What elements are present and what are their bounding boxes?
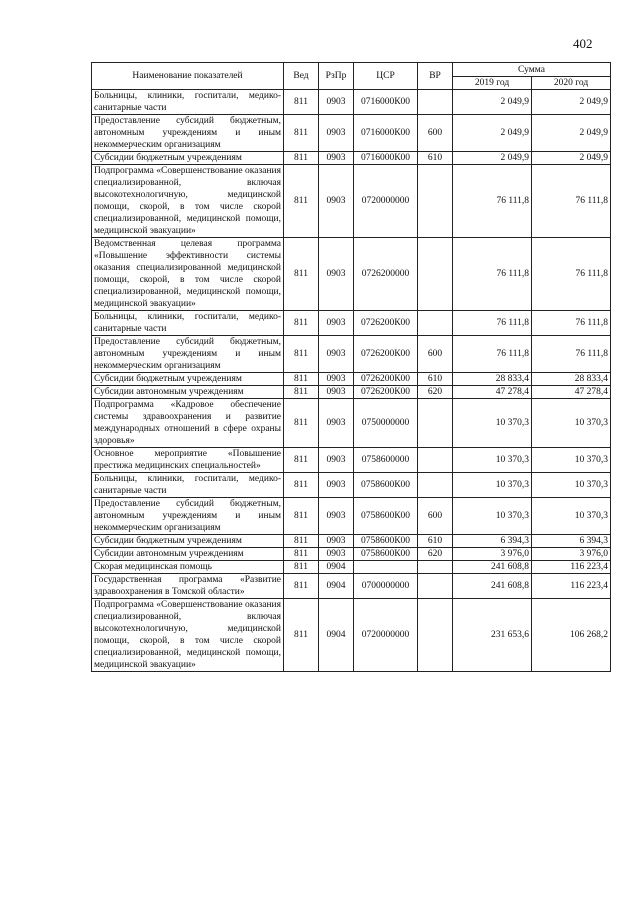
row-vr — [418, 574, 453, 599]
row-csr: 0750000000 — [354, 399, 418, 448]
row-rzpr: 0903 — [319, 311, 354, 336]
row-sum-2019: 241 608,8 — [453, 574, 532, 599]
row-name: Больницы, клиники, госпитали, медико-санитарные части — [92, 473, 284, 498]
row-sum-2020: 2 049,9 — [532, 152, 611, 165]
row-vr — [418, 90, 453, 115]
table-row — [92, 238, 611, 311]
row-vr — [418, 165, 453, 238]
row-sum-2020: 10 370,3 — [532, 448, 611, 473]
row-ved: 811 — [284, 399, 319, 448]
row-vr — [418, 311, 453, 336]
row-name: Подпрограмма «Совершенствование оказания специализированной, включая высокотехнологичную, медицинской помощи, скорой, в том числе скорой специализированной, медицинской помощи, медицинской эвакуации» — [92, 599, 284, 672]
row-name: Субсидии бюджетным учреждениям — [92, 535, 284, 548]
row-csr — [354, 561, 418, 574]
table-row — [92, 165, 611, 238]
table-row — [92, 373, 611, 386]
row-rzpr: 0903 — [319, 373, 354, 386]
row-rzpr: 0903 — [319, 238, 354, 311]
row-vr — [418, 473, 453, 498]
row-ved: 811 — [284, 90, 319, 115]
row-sum-2019: 10 370,3 — [453, 473, 532, 498]
table-row — [92, 336, 611, 373]
table-header — [92, 63, 611, 90]
row-csr: 0726200К00 — [354, 373, 418, 386]
row-vr: 620 — [418, 386, 453, 399]
row-name: Субсидии автономным учреждениям — [92, 548, 284, 561]
row-rzpr: 0903 — [319, 336, 354, 373]
row-rzpr: 0904 — [319, 574, 354, 599]
row-rzpr: 0903 — [319, 152, 354, 165]
row-sum-2020: 76 111,8 — [532, 238, 611, 311]
row-name: Субсидии автономным учреждениям — [92, 386, 284, 399]
budget-table — [91, 62, 611, 672]
row-sum-2020: 2 049,9 — [532, 90, 611, 115]
row-ved: 811 — [284, 599, 319, 672]
table-row — [92, 311, 611, 336]
row-ved: 811 — [284, 574, 319, 599]
row-name: Больницы, клиники, госпитали, медико-санитарные части — [92, 311, 284, 336]
header-ved: Вед — [284, 63, 319, 90]
table-row — [92, 599, 611, 672]
row-vr: 610 — [418, 152, 453, 165]
row-ved: 811 — [284, 448, 319, 473]
header-csr: ЦСР — [354, 63, 418, 90]
row-rzpr: 0903 — [319, 90, 354, 115]
table-row — [92, 548, 611, 561]
row-sum-2020: 116 223,4 — [532, 561, 611, 574]
row-csr: 0758600К00 — [354, 473, 418, 498]
row-ved: 811 — [284, 165, 319, 238]
row-sum-2019: 2 049,9 — [453, 115, 532, 152]
row-sum-2019: 241 608,8 — [453, 561, 532, 574]
table-row — [92, 498, 611, 535]
row-sum-2019: 10 370,3 — [453, 448, 532, 473]
row-sum-2019: 28 833,4 — [453, 373, 532, 386]
row-sum-2020: 76 111,8 — [532, 311, 611, 336]
row-rzpr: 0903 — [319, 386, 354, 399]
row-csr: 0720000000 — [354, 165, 418, 238]
row-vr — [418, 599, 453, 672]
table-row — [92, 399, 611, 448]
row-name: Предоставление субсидий бюджетным, автономным учреждениям и иным некоммерческим организациям — [92, 115, 284, 152]
row-vr — [418, 238, 453, 311]
row-csr: 0700000000 — [354, 574, 418, 599]
row-ved: 811 — [284, 115, 319, 152]
row-csr: 0726200000 — [354, 238, 418, 311]
row-rzpr: 0903 — [319, 115, 354, 152]
row-sum-2019: 76 111,8 — [453, 165, 532, 238]
row-rzpr: 0903 — [319, 473, 354, 498]
row-vr — [418, 448, 453, 473]
row-rzpr: 0903 — [319, 448, 354, 473]
row-csr: 0720000000 — [354, 599, 418, 672]
row-ved: 811 — [284, 336, 319, 373]
row-vr: 600 — [418, 498, 453, 535]
row-vr: 600 — [418, 336, 453, 373]
table-row — [92, 473, 611, 498]
row-sum-2020: 10 370,3 — [532, 473, 611, 498]
row-ved: 811 — [284, 373, 319, 386]
row-ved: 811 — [284, 386, 319, 399]
row-sum-2019: 76 111,8 — [453, 336, 532, 373]
row-csr: 0716000К00 — [354, 115, 418, 152]
row-sum-2019: 3 976,0 — [453, 548, 532, 561]
row-sum-2020: 3 976,0 — [532, 548, 611, 561]
row-name: Предоставление субсидий бюджетным, автономным учреждениям и иным некоммерческим организациям — [92, 498, 284, 535]
row-sum-2020: 10 370,3 — [532, 399, 611, 448]
row-sum-2019: 76 111,8 — [453, 238, 532, 311]
row-sum-2020: 76 111,8 — [532, 165, 611, 238]
row-sum-2020: 10 370,3 — [532, 498, 611, 535]
row-sum-2019: 6 394,3 — [453, 535, 532, 548]
row-name: Больницы, клиники, госпитали, медико-санитарные части — [92, 90, 284, 115]
row-sum-2020: 28 833,4 — [532, 373, 611, 386]
row-csr: 0758600К00 — [354, 548, 418, 561]
row-ved: 811 — [284, 535, 319, 548]
table-row — [92, 561, 611, 574]
header-name: Наименование показателей — [92, 63, 284, 90]
table-row — [92, 152, 611, 165]
table-row — [92, 574, 611, 599]
row-csr: 0758600000 — [354, 448, 418, 473]
row-sum-2020: 106 268,2 — [532, 599, 611, 672]
row-sum-2020: 47 278,4 — [532, 386, 611, 399]
row-sum-2019: 10 370,3 — [453, 399, 532, 448]
table-row — [92, 386, 611, 399]
row-ved: 811 — [284, 152, 319, 165]
row-sum-2020: 116 223,4 — [532, 574, 611, 599]
row-name: Подпрограмма «Совершенствование оказания специализированной, включая высокотехнологичную, медицинской помощи, скорой, в том числе скорой специализированной, медицинской помощи, медицинской эвакуации» — [92, 165, 284, 238]
row-csr: 0726200К00 — [354, 386, 418, 399]
row-name: Подпрограмма «Кадровое обеспечение системы здравоохранения и развитие международных отношений в сфере охраны здоровья» — [92, 399, 284, 448]
row-csr: 0758600К00 — [354, 498, 418, 535]
row-ved: 811 — [284, 473, 319, 498]
row-sum-2020: 76 111,8 — [532, 336, 611, 373]
row-ved: 811 — [284, 238, 319, 311]
row-rzpr: 0903 — [319, 399, 354, 448]
header-year-2020: 2020 год — [532, 77, 611, 90]
row-sum-2019: 10 370,3 — [453, 498, 532, 535]
table-row — [92, 535, 611, 548]
row-csr: 0758600К00 — [354, 535, 418, 548]
row-csr: 0716000К00 — [354, 152, 418, 165]
row-rzpr: 0903 — [319, 498, 354, 535]
row-vr — [418, 561, 453, 574]
row-name: Государственная программа «Развитие здравоохранения в Томской области» — [92, 574, 284, 599]
row-sum-2019: 231 653,6 — [453, 599, 532, 672]
page-number: 402 — [573, 36, 593, 51]
row-sum-2019: 2 049,9 — [453, 90, 532, 115]
row-name: Основное мероприятие «Повышение престижа медицинских специальностей» — [92, 448, 284, 473]
table-body — [92, 90, 611, 672]
row-ved: 811 — [284, 498, 319, 535]
row-name: Субсидии бюджетным учреждениям — [92, 152, 284, 165]
table-row — [92, 448, 611, 473]
table-row — [92, 90, 611, 115]
header-vr: ВР — [418, 63, 453, 90]
row-vr: 610 — [418, 535, 453, 548]
row-name: Субсидии бюджетным учреждениям — [92, 373, 284, 386]
row-vr: 620 — [418, 548, 453, 561]
row-sum-2020: 6 394,3 — [532, 535, 611, 548]
row-csr: 0716000К00 — [354, 90, 418, 115]
header-year-2019: 2019 год — [453, 77, 532, 90]
row-name: Скорая медицинская помощь — [92, 561, 284, 574]
row-sum-2019: 76 111,8 — [453, 311, 532, 336]
row-vr — [418, 399, 453, 448]
row-rzpr: 0903 — [319, 165, 354, 238]
row-ved: 811 — [284, 561, 319, 574]
row-csr: 0726200К00 — [354, 311, 418, 336]
row-sum-2019: 2 049,9 — [453, 152, 532, 165]
row-ved: 811 — [284, 548, 319, 561]
table-row — [92, 115, 611, 152]
row-ved: 811 — [284, 311, 319, 336]
row-csr: 0726200К00 — [354, 336, 418, 373]
row-name: Ведомственная целевая программа «Повышение эффективности системы оказания специализированной медицинской помощи, скорой, в том числе скорой специализированной, медицинской помощи, медицинской эвакуации» — [92, 238, 284, 311]
header-sum: Сумма — [453, 63, 611, 77]
row-rzpr: 0903 — [319, 548, 354, 561]
row-rzpr: 0904 — [319, 599, 354, 672]
row-name: Предоставление субсидий бюджетным, автономным учреждениям и иным некоммерческим организациям — [92, 336, 284, 373]
row-rzpr: 0903 — [319, 535, 354, 548]
row-vr: 610 — [418, 373, 453, 386]
row-sum-2020: 2 049,9 — [532, 115, 611, 152]
row-vr: 600 — [418, 115, 453, 152]
row-sum-2019: 47 278,4 — [453, 386, 532, 399]
header-rzpr: РзПр — [319, 63, 354, 90]
row-rzpr: 0904 — [319, 561, 354, 574]
